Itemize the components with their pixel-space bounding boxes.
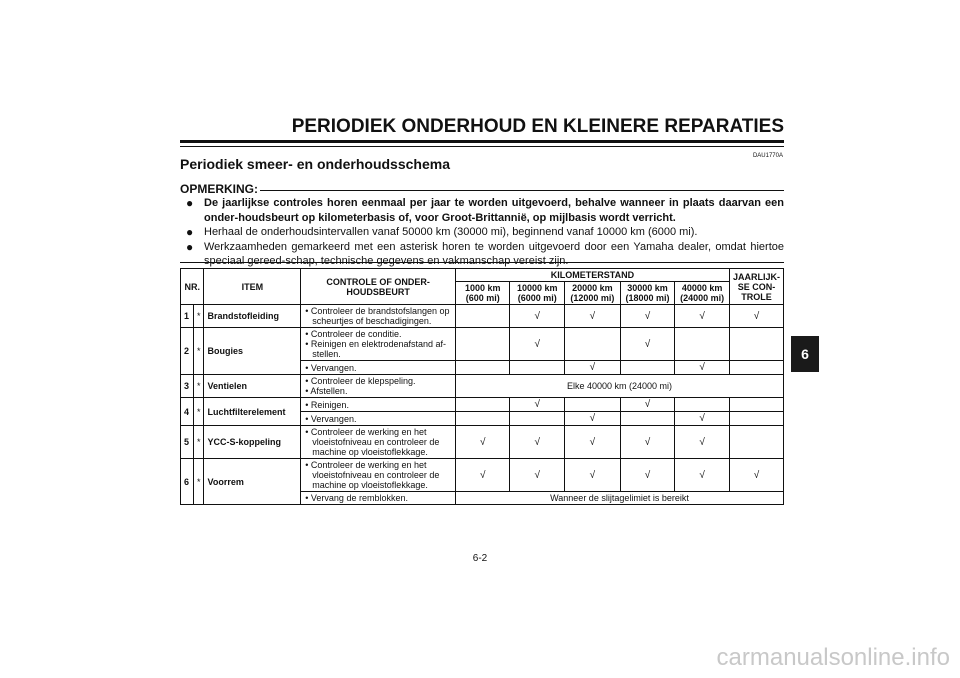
check-mark: √ — [620, 398, 675, 412]
row-number: 3 — [181, 375, 194, 398]
check-mark-cell — [510, 361, 565, 375]
header-annual: JAARLIJK-SE CON-TROLE — [729, 269, 783, 305]
check-mark-cell — [456, 398, 510, 412]
check-mark: √ — [565, 459, 621, 492]
asterisk-mark: * — [193, 375, 204, 398]
check-text: • Controleer de werking en het vloeistofniveau en controleer de machine op vloeistoflekkage. — [301, 426, 456, 459]
section-heading: Periodiek smeer- en onderhoudsschema — [180, 156, 450, 172]
header-kilometerstand: KILOMETERSTAND — [456, 269, 730, 282]
check-mark: √ — [620, 305, 675, 328]
table-row — [181, 305, 784, 328]
chapter-tab: 6 — [791, 336, 819, 372]
check-mark-cell — [620, 412, 675, 426]
item-name: Bougies — [204, 328, 301, 375]
note-item: ● Werkzaamheden gemarkeerd met een asterisk horen te worden uitgevoerd door een Yamaha dealer, omdat hiertoe speciaal gereed-schap, technische gegevens en vakmanschap vereist zijn. — [186, 239, 784, 267]
check-mark-cell — [456, 361, 510, 375]
note-rule — [180, 190, 784, 191]
check-text: • Reinigen. — [301, 398, 456, 412]
row-number: 6 — [181, 459, 194, 505]
check-text: • Controleer de brandstofslangen op scheurtjes of beschadigingen. — [301, 305, 456, 328]
header-interval: 1000 km (600 mi) — [456, 282, 510, 305]
item-name: YCC-S-koppeling — [204, 426, 301, 459]
check-text: • Vervangen. — [301, 361, 456, 375]
check-mark-cell — [565, 398, 621, 412]
asterisk-mark: * — [193, 398, 204, 426]
interval-text: Wanneer de slijtagelimiet is bereikt — [456, 492, 784, 505]
header-interval: 10000 km (6000 mi) — [510, 282, 565, 305]
check-text: • Controleer de klepspeling. • Afstellen. — [301, 375, 456, 398]
check-mark: √ — [729, 305, 783, 328]
bullet-icon: ● — [186, 239, 194, 254]
header-interval: 20000 km (12000 mi) — [565, 282, 621, 305]
page-number: 6-2 — [472, 553, 488, 564]
check-mark: √ — [620, 426, 675, 459]
check-mark-cell — [729, 398, 783, 412]
check-mark: √ — [510, 398, 565, 412]
check-text: • Controleer de werking en het vloeistofniveau en controleer de machine op vloeistoflekkage. — [301, 459, 456, 492]
title-rule — [180, 140, 784, 143]
check-mark: √ — [510, 459, 565, 492]
check-mark-cell — [565, 328, 621, 361]
check-mark: √ — [675, 412, 730, 426]
notes-rule — [180, 262, 784, 263]
item-name: Voorrem — [204, 459, 301, 505]
check-mark-cell — [729, 361, 783, 375]
row-number: 2 — [181, 328, 194, 375]
check-mark: √ — [510, 328, 565, 361]
asterisk-mark: * — [193, 328, 204, 375]
check-mark-cell — [510, 412, 565, 426]
check-text: • Vervangen. — [301, 412, 456, 426]
check-mark-cell — [456, 412, 510, 426]
check-mark-cell — [729, 412, 783, 426]
row-number: 1 — [181, 305, 194, 328]
check-mark: √ — [729, 459, 783, 492]
check-mark: √ — [456, 459, 510, 492]
note-item: ● De jaarlijkse controles horen eenmaal per jaar te worden uitgevoerd, behalve wanneer in plaats daarvan een onder-houdsbeurt op kilometerbasis of, voor Groot-Brittannië, op mijlbasis wordt verricht. — [186, 196, 784, 224]
check-mark-cell — [729, 426, 783, 459]
note-item: ● Herhaal de onderhoudsintervallen vanaf 50000 km (30000 mi), beginnend vanaf 10000 km (6000 mi). — [186, 225, 698, 239]
asterisk-mark: * — [193, 426, 204, 459]
check-mark: √ — [565, 305, 621, 328]
check-mark-cell — [456, 328, 510, 361]
check-mark: √ — [675, 459, 730, 492]
check-mark-cell — [729, 328, 783, 361]
check-mark-cell — [675, 328, 730, 361]
check-mark-cell — [620, 361, 675, 375]
table-row — [181, 459, 784, 492]
check-mark: √ — [456, 426, 510, 459]
header-check: CONTROLE OF ONDER-HOUDSBEURT — [301, 269, 456, 305]
check-mark: √ — [675, 426, 730, 459]
maintenance-schedule-table — [180, 268, 784, 505]
item-name: Ventielen — [204, 375, 301, 398]
check-mark: √ — [565, 412, 621, 426]
item-name: Luchtfilterelement — [204, 398, 301, 426]
check-mark: √ — [675, 361, 730, 375]
interval-text: Elke 40000 km (24000 mi) — [456, 375, 784, 398]
row-number: 5 — [181, 426, 194, 459]
header-interval: 40000 km (24000 mi) — [675, 282, 730, 305]
check-mark: √ — [620, 459, 675, 492]
table-row — [181, 426, 784, 459]
check-text: • Vervang de remblokken. — [301, 492, 456, 505]
title-rule-thin — [180, 146, 784, 147]
bullet-icon: ● — [186, 196, 194, 210]
check-mark: √ — [675, 305, 730, 328]
check-mark-cell — [675, 398, 730, 412]
check-mark: √ — [510, 426, 565, 459]
check-text: • Controleer de conditie. • Reinigen en elektrodenafstand af-stellen. — [301, 328, 456, 361]
watermark: carmanualsonline.info — [716, 644, 950, 671]
asterisk-mark: * — [193, 459, 204, 505]
note-label: OPMERKING: — [180, 182, 258, 196]
doc-code: DAU1770A — [752, 153, 783, 159]
table-row — [181, 375, 784, 398]
check-mark: √ — [565, 361, 621, 375]
check-mark: √ — [565, 426, 621, 459]
header-interval: 30000 km (18000 mi) — [620, 282, 675, 305]
row-number: 4 — [181, 398, 194, 426]
page-title: PERIODIEK ONDERHOUD EN KLEINERE REPARATIES — [291, 116, 784, 137]
check-mark: √ — [620, 328, 675, 361]
table-row — [181, 328, 784, 361]
header-item: ITEM — [204, 269, 301, 305]
header-nr: NR. — [181, 269, 204, 305]
note-list — [186, 196, 784, 269]
asterisk-mark: * — [193, 305, 204, 328]
table-header-row — [181, 269, 784, 282]
item-name: Brandstofleiding — [204, 305, 301, 328]
table-row — [181, 398, 784, 412]
check-mark: √ — [510, 305, 565, 328]
check-mark-cell — [456, 305, 510, 328]
bullet-icon: ● — [186, 225, 194, 239]
